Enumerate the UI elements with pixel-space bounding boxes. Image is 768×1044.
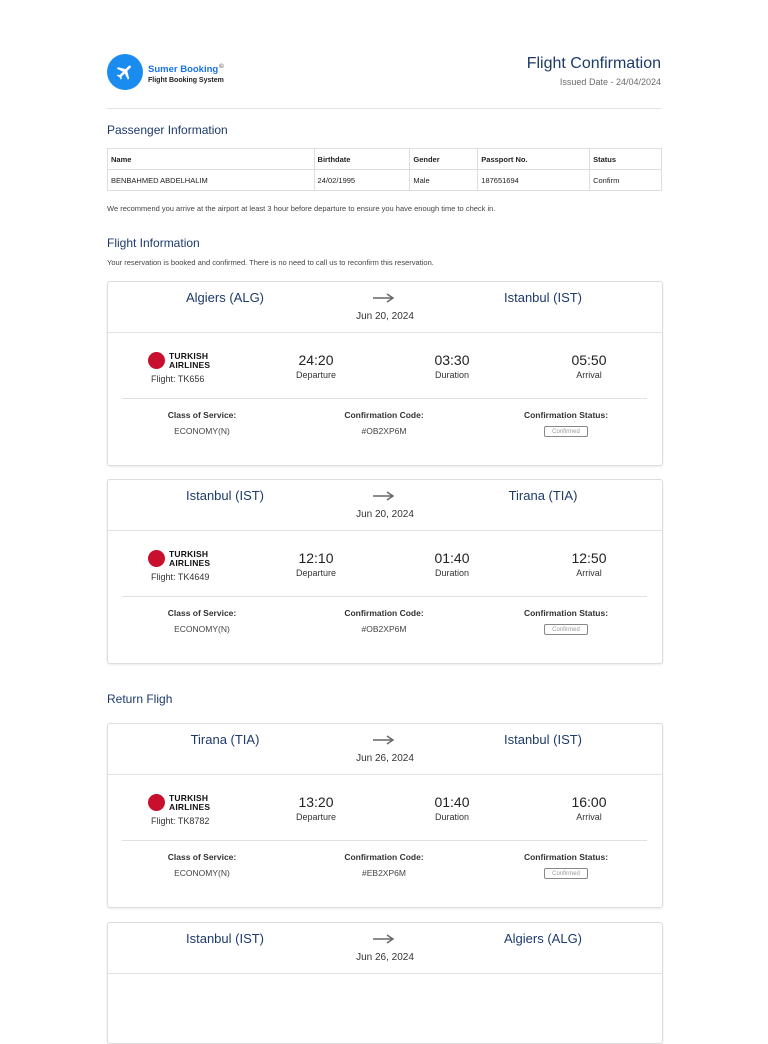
confirmation-code: [309, 852, 459, 878]
flight-card: [107, 723, 663, 908]
confirmation-status: [491, 852, 641, 880]
duration-time: 03:30: [434, 352, 470, 368]
origin-city: Algiers (ALG): [185, 290, 265, 305]
passenger-name: BENBAHMED ABDELHALIM: [108, 170, 315, 191]
destination-city: Istanbul (IST): [503, 732, 583, 747]
arrow-right-icon: [372, 491, 396, 501]
departure-block: [271, 351, 361, 380]
header-divider: [107, 108, 661, 109]
status-label: Confirmation Status:: [523, 410, 609, 420]
brand: [148, 61, 224, 85]
origin-city: Tirana (TIA): [190, 732, 260, 747]
arrival-label: Arrival: [576, 568, 602, 578]
arrival-time: 12:50: [571, 550, 607, 566]
flight-date: Jun 26, 2024: [356, 952, 414, 963]
arrival-time: 16:00: [571, 794, 607, 810]
code-value: #OB2XP6M: [361, 426, 407, 436]
route-header: [108, 724, 662, 775]
origin-city: Istanbul (IST): [185, 488, 265, 503]
confirmation-status: [491, 410, 641, 438]
class-label: Class of Service:: [167, 608, 237, 618]
status-badge: Confirmed: [544, 624, 588, 635]
status-badge: Confirmed: [544, 426, 588, 437]
details-divider: [122, 596, 647, 597]
departure-time: 13:20: [298, 794, 334, 810]
departure-block: [271, 793, 361, 822]
duration-block: [407, 549, 497, 578]
details-divider: [122, 840, 647, 841]
passenger-gender: Male: [410, 170, 478, 191]
code-value: #EB2XP6M: [362, 868, 406, 878]
duration-block: [407, 793, 497, 822]
duration-block: [407, 351, 497, 380]
code-value: #OB2XP6M: [361, 624, 407, 634]
route-header: [108, 480, 662, 531]
table-header-row: [108, 149, 662, 170]
airline-name-line2: AIRLINES: [169, 557, 211, 568]
airline-name-line1: TURKISH: [169, 549, 209, 559]
duration-time: 01:40: [434, 794, 470, 810]
turkish-airlines-bird-icon: [148, 550, 165, 567]
flight-card: [107, 922, 663, 1044]
column-header: Birthdate: [314, 149, 410, 170]
passenger-status: Confirm: [590, 170, 662, 191]
status-label: Confirmation Status:: [523, 608, 609, 618]
column-header: Name: [108, 149, 315, 170]
route-header: [108, 282, 662, 333]
arrival-label: Arrival: [576, 812, 602, 822]
flight-date: Jun 26, 2024: [356, 753, 414, 764]
destination-city: Algiers (ALG): [503, 931, 583, 946]
passenger-section-title: Passenger Information: [107, 123, 228, 137]
airline-name-line1: TURKISH: [169, 793, 209, 803]
duration-time: 01:40: [434, 550, 470, 566]
airline-name-line2: AIRLINES: [169, 359, 211, 370]
confirmation-code: [309, 608, 459, 634]
column-header: Passport No.: [478, 149, 590, 170]
duration-label: Duration: [434, 370, 470, 380]
airline-name-line2: AIRLINES: [169, 801, 211, 812]
flight-card: [107, 479, 663, 664]
class-value: ECONOMY(N): [174, 426, 230, 436]
code-label: Confirmation Code:: [344, 608, 424, 618]
code-label: Confirmation Code:: [344, 410, 424, 420]
code-label: Confirmation Code:: [344, 852, 424, 862]
class-label: Class of Service:: [167, 852, 237, 862]
turkish-airlines-logo: [148, 550, 212, 568]
brand-tagline: Flight Booking System: [148, 77, 224, 85]
class-of-service: [127, 410, 277, 436]
confirmation-status: [491, 608, 641, 636]
turkish-airlines-bird-icon: [148, 794, 165, 811]
arrow-right-icon: [372, 293, 396, 303]
arrow-right-icon: [372, 934, 396, 944]
route-header: [108, 923, 662, 974]
duration-label: Duration: [434, 812, 470, 822]
arrival-block: [544, 351, 634, 380]
confirmation-code: [309, 410, 459, 436]
class-of-service: [127, 852, 277, 878]
flight-card: [107, 281, 663, 466]
flight-number: Flight: TK4649: [151, 572, 210, 582]
flight-details: [108, 333, 662, 465]
arrival-time: 05:50: [571, 352, 607, 368]
flight-number: Flight: TK8782: [151, 816, 210, 826]
flight-details: [108, 531, 662, 663]
brand-mark: ©: [219, 64, 224, 70]
return-section-title: Return Fligh: [107, 692, 173, 706]
page-title: Flight Confirmation: [526, 55, 661, 72]
class-of-service: [127, 608, 277, 634]
issued-date: Issued Date - 24/04/2024: [559, 77, 661, 87]
airline-name-line1: TURKISH: [169, 351, 209, 361]
flight-date: Jun 20, 2024: [356, 311, 414, 322]
departure-time: 24:20: [298, 352, 334, 368]
class-value: ECONOMY(N): [174, 868, 230, 878]
status-badge: Confirmed: [544, 868, 588, 879]
departure-label: Departure: [295, 568, 337, 578]
turkish-airlines-logo: [148, 794, 212, 812]
class-label: Class of Service:: [167, 410, 237, 420]
destination-city: Istanbul (IST): [503, 290, 583, 305]
document-header: [107, 53, 661, 93]
passenger-table: [107, 148, 662, 191]
departure-block: [271, 549, 361, 578]
class-value: ECONOMY(N): [174, 624, 230, 634]
flight-number: Flight: TK656: [151, 374, 205, 384]
duration-label: Duration: [434, 568, 470, 578]
status-label: Confirmation Status:: [523, 852, 609, 862]
details-divider: [122, 398, 647, 399]
departure-label: Departure: [295, 370, 337, 380]
arrival-block: [544, 793, 634, 822]
flight-details: [108, 775, 662, 907]
brand-name: Sumer Booking: [148, 64, 219, 76]
turkish-airlines-logo: [148, 352, 212, 370]
column-header: Gender: [410, 149, 478, 170]
arrival-label: Arrival: [576, 370, 602, 380]
plane-logo-icon: [107, 54, 143, 90]
checkin-note: We recommend you arrive at the airport at least 3 hour before departure to ensure you have enough time to check in.: [107, 204, 496, 213]
destination-city: Tirana (TIA): [508, 488, 578, 503]
turkish-airlines-bird-icon: [148, 352, 165, 369]
reservation-note: Your reservation is booked and confirmed. There is no need to call us to reconfirm this reservation.: [107, 258, 434, 267]
passenger-birthdate: 24/02/1995: [314, 170, 410, 191]
passenger-passport: 187651694: [478, 170, 590, 191]
arrow-right-icon: [372, 735, 396, 745]
arrival-block: [544, 549, 634, 578]
column-header: Status: [590, 149, 662, 170]
origin-city: Istanbul (IST): [185, 931, 265, 946]
table-row: [108, 170, 662, 191]
flight-date: Jun 20, 2024: [356, 509, 414, 520]
flight-section-title: Flight Information: [107, 236, 200, 250]
departure-time: 12:10: [298, 550, 334, 566]
departure-label: Departure: [295, 812, 337, 822]
